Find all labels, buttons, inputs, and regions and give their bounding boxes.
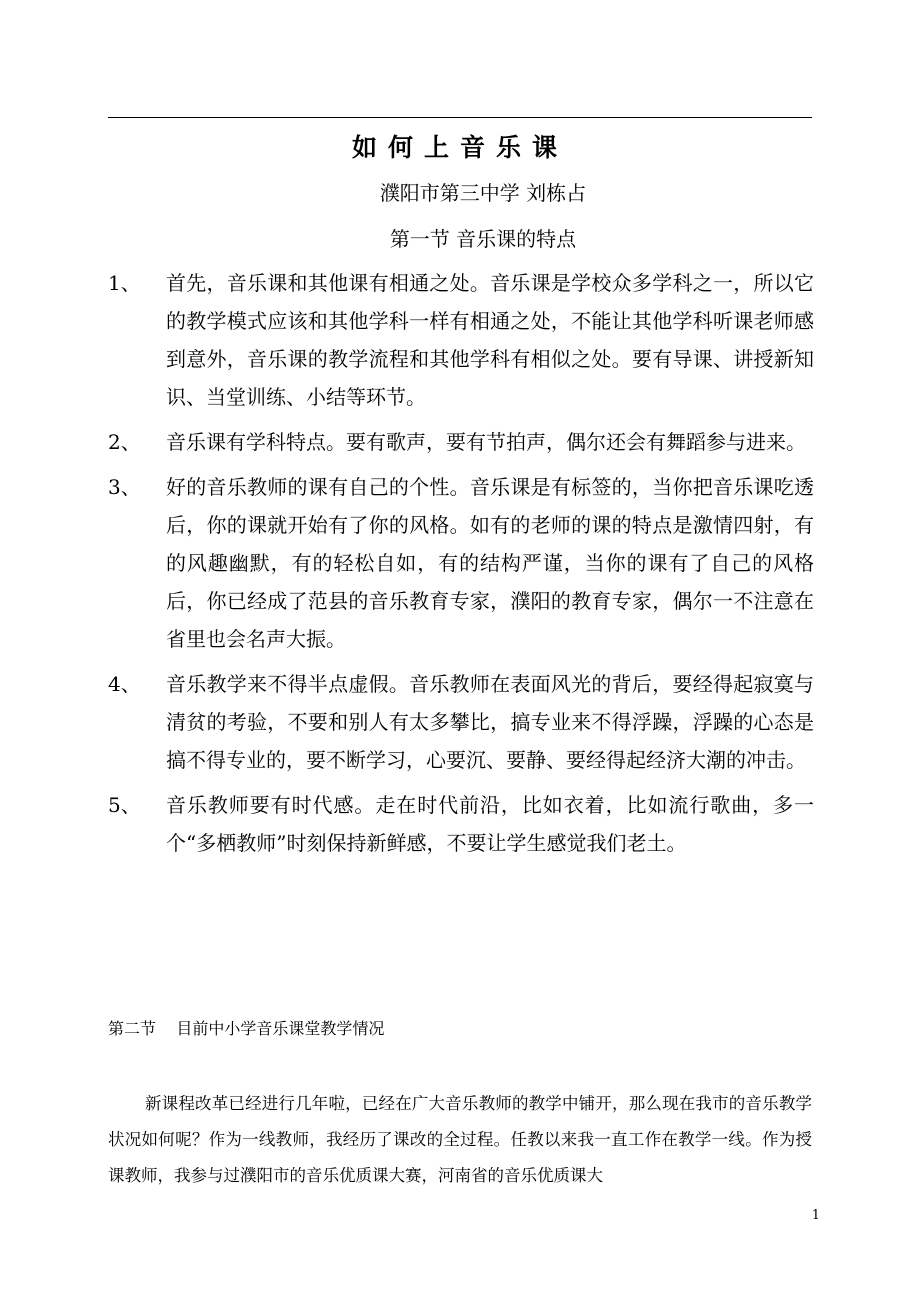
- section-2-paragraph: 新课程改革已经进行几年啦，已经在广大音乐教师的教学中铺开，那么现在我市的音乐教学状况如何呢？作为一线教师，我经历了课改的全过程。任教以来我一直工作在教学一线。作为授课教师，我参与过濮阳市的音乐优质课大赛，河南省的音乐优质课大: [108, 1094, 812, 1185]
- list-item: [108, 665, 814, 779]
- list-item: [108, 786, 814, 862]
- list-item-text: 首先，音乐课和其他课有相通之处。音乐课是学校众多学科之一，所以它的教学模式应该和其他学科一样有相通之处，不能让其他学科听课老师感到意外，音乐课的教学流程和其他学科有相似之处。要有导课、讲授新知识、当堂训练、小结等环节。: [166, 271, 814, 409]
- document-title: 如何上音乐课: [351, 133, 568, 162]
- list-item-text: 好的音乐教师的课有自己的个性。音乐课是有标签的，当你把音乐课吃透后，你的课就开始有了你的风格。如有的老师的课的特点是激情四射，有的风趣幽默，有的轻松自如，有的结构严谨，当你的课有了自己的风格后，你已经成了范县的音乐教育专家，濮阳的教育专家，偶尔一不注意在省里也会名声大振。: [166, 475, 814, 651]
- list-item-number: 1、: [108, 271, 141, 295]
- author-line: 濮阳市第三中学 刘栋占: [379, 181, 587, 205]
- list-item-text: 音乐教学来不得半点虚假。音乐教师在表面风光的背后，要经得起寂寞与清贫的考验，不要和别人有太多攀比，搞专业来不得浮躁，浮躁的心态是搞不得专业的，要不断学习，心要沉、要静、要经得起经济大潮的冲击。: [166, 672, 814, 772]
- list-item-text: 音乐课有学科特点。要有歌声，要有节拍声，偶尔还会有舞蹈参与进来。: [166, 430, 806, 454]
- section-1-heading: 第一节 音乐课的特点: [389, 227, 577, 251]
- list-item: [108, 468, 814, 658]
- list-item-number: 5、: [108, 793, 141, 817]
- list-item: [108, 423, 814, 461]
- page-number: 1: [811, 1208, 820, 1223]
- feature-list: [108, 264, 814, 869]
- list-item-number: 4、: [108, 672, 141, 696]
- list-item-text: 音乐教师要有时代感。走在时代前沿，比如衣着，比如流行歌曲，多一个“多栖教师”时刻保持新鲜感，不要让学生感觉我们老土。: [166, 793, 814, 855]
- header-rule: [108, 117, 812, 118]
- list-item: [108, 264, 814, 416]
- list-item-number: 2、: [108, 430, 141, 454]
- section-2-heading: 第二节 目前中小学音乐课堂教学情况: [108, 1019, 385, 1038]
- list-item-number: 3、: [108, 475, 141, 499]
